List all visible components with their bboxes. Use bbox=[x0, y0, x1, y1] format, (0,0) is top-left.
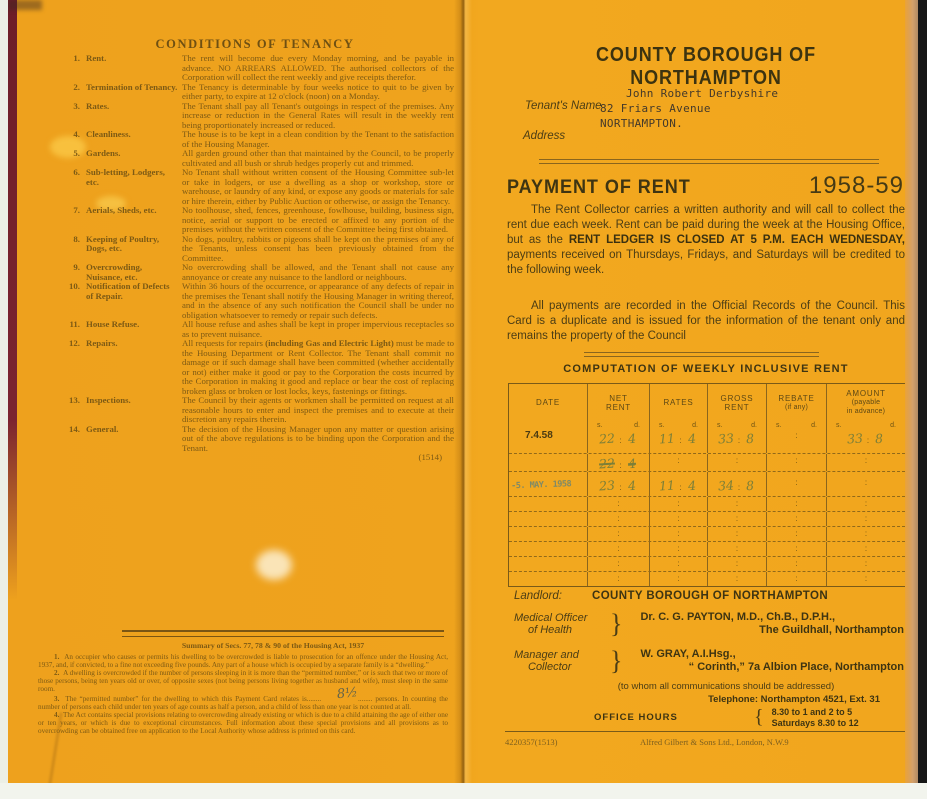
clause-number: 2. bbox=[54, 669, 60, 678]
cell-values: : bbox=[864, 499, 868, 508]
clause-number: 3. bbox=[54, 694, 60, 703]
cell-values: : bbox=[864, 514, 868, 523]
cell-values: : bbox=[864, 478, 868, 487]
rent-amount-cell bbox=[649, 454, 707, 471]
date-value bbox=[509, 497, 587, 506]
column-label: DATE bbox=[536, 398, 560, 407]
summary-heading: Summary of Secs. 77, 78 & 90 of the Housing Act, 1937 bbox=[181, 641, 365, 650]
rent-amount-cell bbox=[587, 572, 649, 586]
permitted-number-handwritten: 8½ bbox=[336, 684, 359, 702]
shillings-pence-labels: s. d. bbox=[836, 422, 896, 429]
rent-amount-cell bbox=[707, 512, 766, 526]
cell-values: : bbox=[735, 499, 739, 508]
rent-amount-cell bbox=[707, 557, 766, 571]
tenant-town-value: NORTHAMPTON. bbox=[600, 117, 684, 130]
rent-amount-cell bbox=[587, 497, 649, 511]
rent-table-row bbox=[509, 526, 905, 541]
condition-item bbox=[60, 339, 454, 396]
cell-values: : bbox=[864, 559, 868, 568]
condition-number: 8. bbox=[73, 233, 80, 244]
condition-item bbox=[60, 282, 454, 320]
cell-values: : bbox=[864, 456, 868, 465]
rent-amount-cell bbox=[707, 497, 766, 511]
divider-rule bbox=[539, 159, 879, 164]
cell-values: : bbox=[864, 574, 868, 583]
date-cell bbox=[509, 454, 587, 471]
office-hours-weekday: 8.30 to 1 and 2 to 5 bbox=[771, 706, 853, 717]
rent-amount-cell bbox=[587, 557, 649, 571]
office-hours-saturday: Saturdays 8.30 to 12 bbox=[771, 717, 859, 728]
condition-number: 6. bbox=[73, 167, 80, 177]
date-value bbox=[509, 557, 587, 566]
condition-text bbox=[182, 83, 454, 102]
condition-item bbox=[60, 54, 454, 83]
tenant-name-label: Tenant's Name bbox=[525, 100, 602, 112]
condition-term: Cleanliness. bbox=[86, 129, 131, 139]
condition-text bbox=[182, 235, 454, 264]
condition-term: Termination of Tenancy. bbox=[86, 81, 178, 92]
tenant-address-label: Address bbox=[523, 130, 566, 142]
payment-title-row bbox=[507, 172, 904, 200]
condition-term: Sub-letting, Lodgers, etc. bbox=[86, 167, 165, 187]
computation-heading: COMPUTATION OF WEEKLY INCLUSIVE RENT bbox=[563, 363, 849, 375]
column-header-net-rent bbox=[587, 384, 649, 421]
cell-values: : bbox=[617, 574, 620, 583]
condition-term: Gardens. bbox=[86, 148, 121, 158]
scan-black-edge bbox=[918, 0, 927, 783]
condition-number: 5. bbox=[73, 148, 80, 158]
rent-amount-cell bbox=[707, 454, 766, 471]
rent-amount-cell bbox=[649, 472, 707, 496]
rent-amount-cell bbox=[649, 527, 707, 541]
summary-clause bbox=[38, 684, 448, 711]
cell-values: 23 : 4 bbox=[598, 477, 637, 494]
condition-number: 1. bbox=[73, 53, 80, 63]
condition-item bbox=[60, 263, 454, 282]
table-header-row bbox=[509, 384, 905, 421]
rent-amount-cell bbox=[766, 472, 826, 496]
rent-table-row bbox=[509, 541, 905, 556]
condition-text-pre: Within 36 hours of the occurrence, or appearance of any defects of repair in the premises the Tenant shall notify the Housing Manager in writing thereof, and in the absence of any such notification the Council shall be under no obligation whatsoever to remedy or repair such defects. bbox=[182, 281, 454, 320]
cell-values: : bbox=[795, 529, 798, 538]
payment-title: PAYMENT OF RENT bbox=[507, 177, 691, 198]
rent-amount-cell bbox=[649, 497, 707, 511]
rent-amount-cell bbox=[587, 527, 649, 541]
medical-officer-details bbox=[626, 611, 908, 638]
condition-text-pre: No overcrowding shall be allowed, and the Tenant shall not cause any annoyance or create any nuisance to the landlord or neighbours. bbox=[182, 262, 454, 282]
landlord-line bbox=[514, 590, 908, 602]
cell-values: 22 : 4 bbox=[598, 430, 637, 447]
cell-values: 33 : 8 bbox=[846, 430, 884, 447]
medical-officer-row bbox=[514, 609, 908, 639]
date-value bbox=[509, 542, 587, 551]
rent-amount-cell bbox=[587, 542, 649, 556]
officer-name: Dr. C. G. PAYTON, M.D., Ch.B., D.P.H., bbox=[640, 610, 836, 623]
condition-text-post: must be made to the Housing Department or Rent Collector. The Tenant shall commit no damage or if such damage shall have been committed (whether accidentally or not) either make it good or pay to the Corporation the costs incurred by the Corporation in making it good and replace or bear the cost of replacing broken glass or broken or lost locks, keys, fastenings or fittings. bbox=[182, 338, 454, 396]
cell-values: 33 : 8 bbox=[717, 430, 755, 447]
shillings-pence-labels: s. d. bbox=[659, 422, 698, 429]
medical-officer-role bbox=[514, 612, 606, 636]
table-body bbox=[509, 421, 905, 586]
rent-amount-cell bbox=[707, 472, 766, 496]
clause-text: An occupier who causes or permits his dwelling to be overcrowded is liable to prosecution for an offence under the Housing Act, 1937, and, if convicted, to a fine not exceeding five pounds. Any part of a house which is occupied by a separate family is a “dwelling.” bbox=[38, 653, 449, 670]
summary-clause bbox=[38, 653, 448, 669]
summary-clause bbox=[38, 669, 448, 693]
condition-term: House Refuse. bbox=[86, 319, 140, 329]
rent-amount-cell bbox=[766, 512, 826, 526]
rent-ledger-bold-text: RENT LEDGER IS CLOSED AT 5 P.M. EACH WEDNESDAY, bbox=[568, 234, 905, 246]
cell-values: 11 : 4 bbox=[658, 430, 697, 447]
condition-text-pre: No toolhouse, shed, fences, greenhouse, fowlhouse, building, business sign, notice, aerial or support to be erected or affixed to any portion of the premises without the written consent of the Committee being first obtained. bbox=[182, 205, 454, 234]
summary-clauses bbox=[38, 653, 448, 735]
clause-text: ........ persons. In counting the number of persons each child under ten years of age counts as half a person, and a child of less than one year is not counted at all. bbox=[38, 694, 448, 711]
condition-text bbox=[182, 168, 454, 206]
condition-text bbox=[182, 320, 454, 339]
role-line: Medical Officer bbox=[514, 612, 588, 624]
cell-values: : bbox=[735, 529, 739, 538]
clause-number: 1. bbox=[54, 653, 60, 662]
condition-text bbox=[182, 282, 454, 320]
shillings-pence-labels: s. d. bbox=[717, 422, 757, 429]
telephone-line: Telephone: Northampton 4521, Ext. 31 bbox=[708, 694, 880, 705]
rent-amount-cell bbox=[587, 454, 649, 471]
condition-text-pre: All requests for repairs bbox=[182, 338, 266, 348]
cell-values: : bbox=[795, 544, 798, 553]
brace-glyph: } bbox=[610, 608, 623, 639]
role-line: Manager and bbox=[514, 649, 579, 661]
cell-values: 22 : 4 bbox=[598, 455, 637, 472]
condition-number: 13. bbox=[69, 395, 80, 405]
cell-values: : bbox=[677, 514, 680, 523]
housing-act-summary bbox=[38, 630, 448, 735]
condition-text bbox=[182, 206, 454, 235]
condition-text bbox=[182, 396, 454, 425]
condition-text bbox=[182, 339, 454, 396]
condition-number: 3. bbox=[73, 100, 80, 111]
condition-term: Aerials, Sheds, etc. bbox=[86, 205, 157, 215]
cell-values: : bbox=[677, 529, 680, 538]
condition-text-pre: The rent will become due every Monday morning, and be payable in advance. NO ARREARS ALLOWED. The authorised collectors of the Corporation will collect the rent weekly and give receipts therefor. bbox=[182, 53, 454, 82]
condition-text-pre: The Tenancy is determinable by four weeks notice to quit to be given by either party, to expire at 12 o'clock (noon) on a Monday. bbox=[182, 81, 454, 101]
rent-amount-cell bbox=[707, 527, 766, 541]
condition-text bbox=[182, 425, 454, 463]
cell-values: : bbox=[735, 559, 739, 568]
condition-text bbox=[182, 102, 454, 131]
clause-text: The Act contains special provisions relating to overcrowding already existing or which is due to a child attaining the age of either one or ten years, or which is due to exceptional circumstances. Full information about these special provisions and all provisions as to overcrowding can be obtained free on application to the Local Authority whose address is printed on this card. bbox=[38, 710, 449, 735]
cell-values: 11 : 4 bbox=[658, 477, 697, 494]
condition-term: General. bbox=[86, 423, 119, 434]
condition-text-pre: All garden ground other than that maintained by the Council, to be properly cultivated and all bush or shrub hedges properly cut and trimmed. bbox=[182, 148, 454, 168]
column-header-gross-rent bbox=[707, 384, 766, 421]
cell-values: : bbox=[864, 529, 868, 538]
date-cell bbox=[509, 527, 587, 541]
manager-collector-role bbox=[514, 649, 606, 673]
condition-number: 12. bbox=[69, 338, 80, 348]
rent-amount-cell bbox=[766, 527, 826, 541]
rent-table-row bbox=[509, 511, 905, 526]
column-header-rebate bbox=[766, 384, 826, 421]
rent-amount-cell bbox=[766, 572, 826, 586]
rent-amount-cell bbox=[826, 454, 905, 471]
printer-name: Alfred Gilbert & Sons Ltd., London, N.W.9 bbox=[640, 737, 789, 747]
paragraph-text: The Rent Collector carries a written authority and will call to collect the rent due each week. Rent can be paid during the week at the Housing Office, but as the bbox=[507, 204, 905, 246]
manager-collector-row bbox=[514, 646, 908, 676]
rent-table-row bbox=[509, 571, 905, 586]
printer-footer bbox=[505, 737, 908, 747]
condition-item bbox=[60, 149, 454, 168]
office-hours-row bbox=[514, 706, 908, 729]
rent-amount-cell bbox=[766, 421, 826, 453]
rent-computation-table bbox=[508, 383, 906, 587]
date-value: -5. MAY. 1958 bbox=[510, 479, 572, 492]
condition-text bbox=[182, 54, 454, 83]
rent-amount-cell bbox=[707, 572, 766, 586]
condition-item bbox=[60, 235, 454, 264]
cell-values: : bbox=[795, 559, 798, 568]
clause-number: 4. bbox=[54, 710, 60, 719]
rent-amount-cell bbox=[766, 557, 826, 571]
condition-item bbox=[60, 130, 454, 149]
tenant-typed-details bbox=[600, 86, 778, 131]
rent-table-row bbox=[509, 496, 905, 511]
column-header-rates bbox=[649, 384, 707, 421]
landlord-value: COUNTY BOROUGH OF NORTHAMPTON bbox=[592, 590, 829, 602]
rent-amount-cell bbox=[826, 542, 905, 556]
card-right-edge bbox=[905, 0, 918, 783]
date-value: 7.4.58 bbox=[525, 430, 553, 441]
official-records-paragraph: All payments are recorded in the Official Records of the Council. This Card is a duplicate and is issued for the information of the tenant only and remains the property of the Council bbox=[507, 300, 905, 342]
condition-term: Rent. bbox=[86, 53, 107, 63]
shillings-pence-labels: s. d. bbox=[597, 422, 640, 429]
condition-ref-number: (1514) bbox=[418, 452, 442, 462]
rent-amount-cell bbox=[707, 542, 766, 556]
condition-text-pre: The Council by their agents or workmen shall be permitted on request at all reasonable hours to enter and inspect the premises and to execute at their discretion any repairs therein. bbox=[182, 395, 454, 424]
condition-text bbox=[182, 263, 454, 282]
clause-text: The “permitted number” for the dwelling to which this Payment Card relates is........ bbox=[65, 694, 322, 703]
rent-amount-cell bbox=[707, 421, 766, 453]
divider-rule bbox=[584, 352, 819, 357]
rent-table-row bbox=[509, 453, 905, 471]
condition-number: 2. bbox=[73, 81, 80, 92]
clause-text: A dwelling is overcrowded if the number of persons sleeping in it is more than the “permitted number,” or is such that two or more of those persons, being ten years old or over, of opposite sexes (not being persons living together as husband and wife), must sleep in the same room. bbox=[38, 669, 449, 694]
rent-amount-cell bbox=[826, 421, 905, 453]
cell-values: : bbox=[677, 544, 680, 553]
tenant-name-value: John Robert Derbyshire bbox=[626, 87, 779, 100]
rent-amount-cell bbox=[587, 472, 649, 496]
cell-values: : bbox=[795, 478, 798, 487]
condition-item bbox=[60, 425, 454, 463]
column-label: (payable bbox=[851, 399, 881, 406]
rent-amount-cell bbox=[826, 497, 905, 511]
rent-amount-cell bbox=[826, 572, 905, 586]
condition-term: Keeping of Poultry, Dogs, etc. bbox=[86, 233, 160, 253]
condition-number: 4. bbox=[73, 129, 80, 139]
payment-year: 1958-59 bbox=[808, 172, 904, 199]
column-label: GROSS bbox=[720, 393, 754, 403]
condition-item bbox=[60, 320, 454, 339]
rent-amount-cell bbox=[649, 421, 707, 453]
rent-amount-cell bbox=[826, 472, 905, 496]
condition-item bbox=[60, 396, 454, 425]
date-value bbox=[509, 512, 587, 521]
cell-values: : bbox=[617, 544, 620, 553]
print-code: 4220357(1513) bbox=[505, 737, 558, 747]
cell-values: : bbox=[617, 559, 620, 568]
cell-values: : bbox=[617, 499, 620, 508]
paragraph-text: payments received on Thursdays, Fridays, and Saturdays will be credited to the following week. bbox=[507, 249, 905, 276]
condition-text bbox=[182, 149, 454, 168]
cell-values: : bbox=[735, 574, 739, 583]
rent-amount-cell bbox=[826, 527, 905, 541]
condition-text-pre: The house is to be kept in a clean condition by the Tenant to the satisfaction of the Housing Manager. bbox=[182, 129, 454, 149]
condition-term: Notification of Defects of Repair. bbox=[86, 281, 170, 301]
date-cell bbox=[509, 542, 587, 556]
cell-values: : bbox=[677, 559, 680, 568]
condition-text-pre: No Tenant shall without written consent of the Housing Committee sub-let or take in lodgers, or use a dwelling as a shop or workshop, store or warehouse, or laundry of any kind, or expose any goods or materials for sale or hire therein, either by Public Auction or otherwise, or assign the Tenancy. bbox=[182, 167, 454, 206]
column-label: in advance) bbox=[846, 408, 886, 415]
condition-term: Overcrowding, Nuisance, etc. bbox=[86, 262, 143, 282]
role-line: of Health bbox=[528, 624, 573, 636]
date-cell bbox=[509, 572, 587, 586]
rent-amount-cell bbox=[649, 512, 707, 526]
column-label: AMOUNT bbox=[846, 389, 886, 398]
cell-values: : bbox=[864, 544, 868, 553]
office-hours-label: OFFICE HOURS bbox=[594, 712, 678, 723]
column-label: NET bbox=[609, 393, 628, 403]
column-label: RENT bbox=[606, 402, 631, 412]
condition-text-pre: No dogs, poultry, rabbits or pigeons shall be kept on the premises of any of the Tenants, unless consent has been previously obtained from the Committee. bbox=[182, 233, 454, 263]
shillings-pence-labels: s. d. bbox=[776, 422, 817, 429]
condition-number: 11. bbox=[69, 319, 80, 329]
date-cell bbox=[509, 421, 587, 453]
condition-term: Inspections. bbox=[86, 395, 131, 405]
scan-background-bottom bbox=[0, 783, 927, 799]
column-label: REBATE bbox=[778, 393, 815, 403]
condition-text-pre: All house refuse and ashes shall be kept in proper impervious receptacles so as to prevent nuisance. bbox=[182, 319, 454, 339]
column-header-amount bbox=[826, 384, 905, 421]
officer-address: “ Corinth,” 7a Albion Place, Northampton bbox=[688, 661, 904, 673]
date-value bbox=[509, 527, 587, 536]
rent-amount-cell bbox=[649, 572, 707, 586]
date-value bbox=[509, 454, 587, 463]
officer-address: The Guildhall, Northampton bbox=[759, 624, 904, 636]
cell-values: : bbox=[677, 499, 680, 508]
rent-table-row bbox=[509, 421, 905, 453]
cell-values: : bbox=[735, 456, 739, 465]
rent-amount-cell bbox=[649, 542, 707, 556]
role-line: Collector bbox=[528, 661, 572, 673]
cell-values: : bbox=[795, 514, 798, 523]
cell-values: : bbox=[735, 544, 739, 553]
cell-values: : bbox=[677, 456, 680, 465]
column-label: RENT bbox=[724, 402, 750, 412]
borough-header bbox=[504, 44, 908, 90]
landlord-block bbox=[514, 590, 908, 729]
rent-amount-cell bbox=[587, 512, 649, 526]
conditions-list bbox=[60, 54, 454, 463]
page-payment bbox=[464, 0, 918, 783]
condition-item bbox=[60, 83, 454, 102]
rent-amount-cell bbox=[587, 421, 649, 453]
cell-values: : bbox=[795, 574, 798, 583]
officer-name: W. GRAY, A.I.Hsg., bbox=[640, 647, 736, 660]
condition-text bbox=[182, 130, 454, 149]
condition-text-pre: The Tenant shall pay all Tenant's outgoings in respect of the premises. Any increase or reduction in the General Rates will result in the weekly rent being proportionately increased or reduced. bbox=[182, 100, 454, 130]
rent-amount-cell bbox=[649, 557, 707, 571]
footer-rule bbox=[505, 731, 912, 732]
conditions-title: CONDITIONS OF TENANCY bbox=[155, 37, 355, 51]
condition-item bbox=[60, 102, 454, 131]
scan-background-left bbox=[0, 0, 8, 783]
rent-amount-cell bbox=[766, 542, 826, 556]
column-header-date bbox=[509, 384, 587, 421]
summary-clause bbox=[38, 711, 448, 735]
condition-number: 9. bbox=[73, 262, 80, 272]
landlord-label: Landlord: bbox=[514, 590, 562, 602]
column-label: (if any) bbox=[785, 403, 808, 411]
brace-glyph: { bbox=[754, 706, 764, 728]
rent-amount-cell bbox=[766, 454, 826, 471]
date-cell bbox=[509, 497, 587, 511]
column-label: RATES bbox=[663, 398, 694, 407]
cell-values: : bbox=[617, 529, 620, 538]
condition-item bbox=[60, 206, 454, 235]
date-cell bbox=[509, 472, 587, 496]
communications-note: (to whom all communications should be addressed) bbox=[617, 681, 835, 692]
tenant-street-value: 82 Friars Avenue bbox=[600, 102, 711, 115]
summary-divider bbox=[122, 630, 444, 637]
rent-card-scan bbox=[8, 0, 918, 783]
rent-table-row bbox=[509, 556, 905, 571]
page-conditions bbox=[8, 0, 460, 783]
date-value bbox=[509, 572, 587, 581]
office-hours-lines bbox=[772, 707, 859, 729]
condition-term: Repairs. bbox=[86, 338, 118, 348]
cell-values: 34 : 8 bbox=[717, 477, 755, 494]
date-cell bbox=[509, 512, 587, 526]
cell-values: : bbox=[795, 499, 798, 508]
condition-item bbox=[60, 168, 454, 206]
cell-values: : bbox=[677, 574, 680, 583]
manager-collector-details bbox=[626, 648, 908, 675]
cell-values: : bbox=[795, 431, 798, 440]
cell-values: : bbox=[617, 514, 620, 523]
condition-text-pre: The decision of the Housing Manager upon any matter or question arising out of the above regulations is to be binding upon the Corporation and the Tenant. bbox=[182, 423, 454, 453]
condition-text-bold: (including Gas and Electric Light) bbox=[265, 338, 394, 348]
rent-amount-cell bbox=[826, 557, 905, 571]
rent-amount-cell bbox=[766, 497, 826, 511]
condition-number: 7. bbox=[73, 205, 80, 215]
condition-number: 10. bbox=[69, 281, 80, 291]
rent-table-row bbox=[509, 471, 905, 496]
condition-number: 14. bbox=[69, 423, 80, 434]
cell-values: : bbox=[795, 456, 798, 465]
cell-values: : bbox=[735, 514, 739, 523]
rent-collector-paragraph bbox=[507, 203, 905, 278]
date-cell bbox=[509, 557, 587, 571]
brace-glyph: } bbox=[610, 645, 623, 676]
condition-term: Rates. bbox=[86, 100, 110, 111]
borough-header-text: COUNTY BOROUGH OF NORTHAMPTON bbox=[596, 44, 816, 89]
rent-amount-cell bbox=[826, 512, 905, 526]
